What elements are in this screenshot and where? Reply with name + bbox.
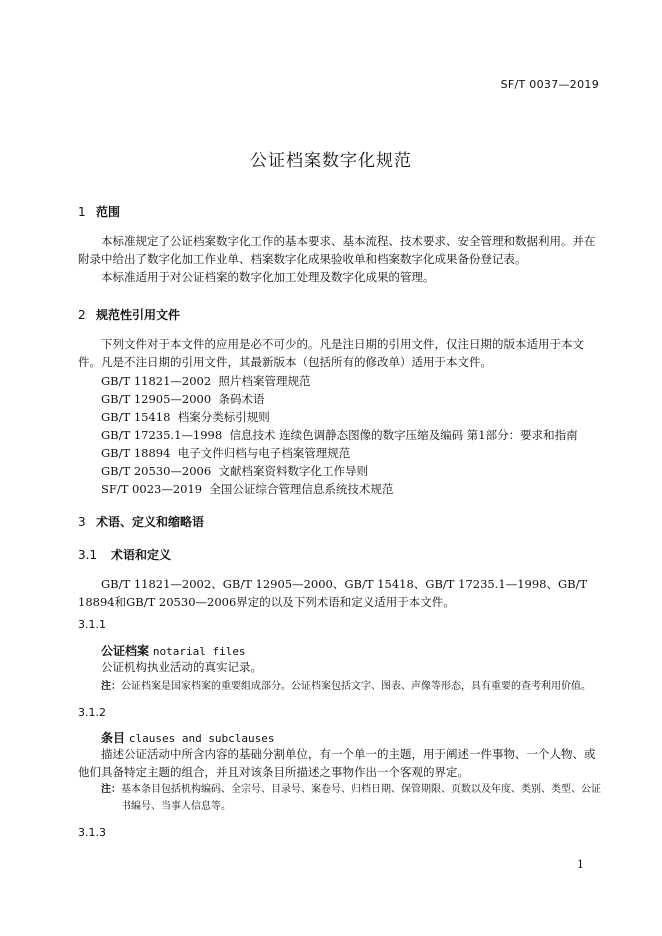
section-title: 术语、定义和缩略语	[96, 515, 205, 529]
standard-code: SF/T 0037—2019	[500, 78, 599, 91]
section-title: 规范性引用文件	[96, 308, 181, 322]
reference-title: 电子文件归档与电子档案管理规范	[177, 446, 351, 460]
page-number: 1	[577, 858, 584, 871]
term-note	[101, 781, 601, 815]
subsection-number: 3.1	[78, 548, 98, 562]
reference-title: 全国公证综合管理信息系统技术规范	[209, 482, 394, 496]
reference-item	[101, 463, 368, 479]
reference-code: GB/T 15418	[101, 410, 171, 424]
reference-code: GB/T 18894	[101, 446, 171, 460]
section-1-heading	[78, 203, 120, 220]
references-intro: 下列文件对于本文件的应用是必不可少的。凡是注日期的引用文件，仅注日期的版本适用于本文件。凡是不注日期的引用文件，其最新版本（包括所有的修改单）适用于本文件。	[78, 337, 584, 369]
scope-paragraph-1: 本标准规定了公证档案数字化工作的基本要求、基本流程、技术要求、安全管理和数据利用。并在附录中给出了数字化加工作业单、档案数字化成果验收单和档案数字化成果备份登记表。	[78, 234, 596, 266]
reference-item	[101, 409, 270, 425]
subsection-3-1-heading	[78, 546, 171, 563]
section-2-heading	[78, 306, 180, 323]
subsection-title: 术语和定义	[111, 548, 172, 562]
term-definition: 公证机构执业活动的真实记录。	[101, 660, 262, 674]
reference-title: 档案分类标引规则	[177, 410, 270, 424]
reference-item	[101, 481, 393, 497]
reference-item	[101, 391, 265, 407]
reference-title: 文献档案资料数字化工作导则	[218, 464, 369, 478]
document-title: 公证档案数字化规范	[250, 151, 412, 171]
reference-title: 信息技术 连续色调静态图像的数字压缩及编码 第1部分：要求和指南	[229, 428, 578, 442]
reference-code: SF/T 0023—2019	[101, 482, 203, 496]
term-zh: 条目	[101, 731, 126, 745]
note-text: 公证档案是国家档案的重要组成部分。公证档案包括文字、图表、声像等形态，具有重要的查考利用价值。	[121, 681, 591, 692]
reference-item	[101, 445, 350, 461]
section-3-heading	[78, 513, 204, 530]
reference-title: 条码术语	[218, 392, 265, 406]
clause-number: 3.1.2	[78, 706, 106, 719]
term-zh: 公证档案	[101, 644, 150, 658]
term-heading	[101, 642, 246, 659]
reference-code: GB/T 20530—2006	[101, 464, 212, 478]
note-text: 基本条目包括机构编码、全宗号、目录号、案卷号、归档日期、保管期限、页数以及年度、类别、类型、公证书编号、当事人信息等。	[121, 784, 601, 812]
reference-item	[101, 373, 311, 389]
clause-number: 3.1.1	[78, 618, 106, 631]
terms-intro: GB/T 11821—2002、GB/T 12905—2000、GB/T 15418、GB/T 17235.1—1998、GB/T 18894和GB/T 20530—2006界定的以及下列术语和定义适用于本文件。	[78, 577, 588, 609]
section-number: 1	[78, 205, 86, 219]
reference-item	[101, 427, 578, 443]
section-title: 范围	[96, 205, 121, 219]
term-heading	[101, 729, 275, 746]
reference-code: GB/T 11821—2002	[101, 374, 212, 388]
term-definition: 描述公证活动中所含内容的基础分割单位，有一个单一的主题，用于阐述一件事物、一个人物、或他们具备特定主题的组合，并且对该条目所描述之事物作出一个客观的界定。	[78, 747, 596, 779]
term-note	[101, 678, 601, 695]
section-number: 2	[78, 308, 86, 322]
term-en: notarial files	[152, 645, 246, 658]
reference-title: 照片档案管理规范	[218, 374, 311, 388]
reference-code: GB/T 17235.1—1998	[101, 428, 223, 442]
term-en: clauses and subclauses	[128, 732, 275, 745]
note-label: 注：	[101, 784, 121, 795]
reference-code: GB/T 12905—2000	[101, 392, 212, 406]
section-number: 3	[78, 515, 86, 529]
note-label: 注：	[101, 681, 121, 692]
scope-paragraph-2: 本标准适用于对公证档案的数字化加工处理及数字化成果的管理。	[101, 270, 435, 284]
clause-number: 3.1.3	[78, 826, 106, 839]
